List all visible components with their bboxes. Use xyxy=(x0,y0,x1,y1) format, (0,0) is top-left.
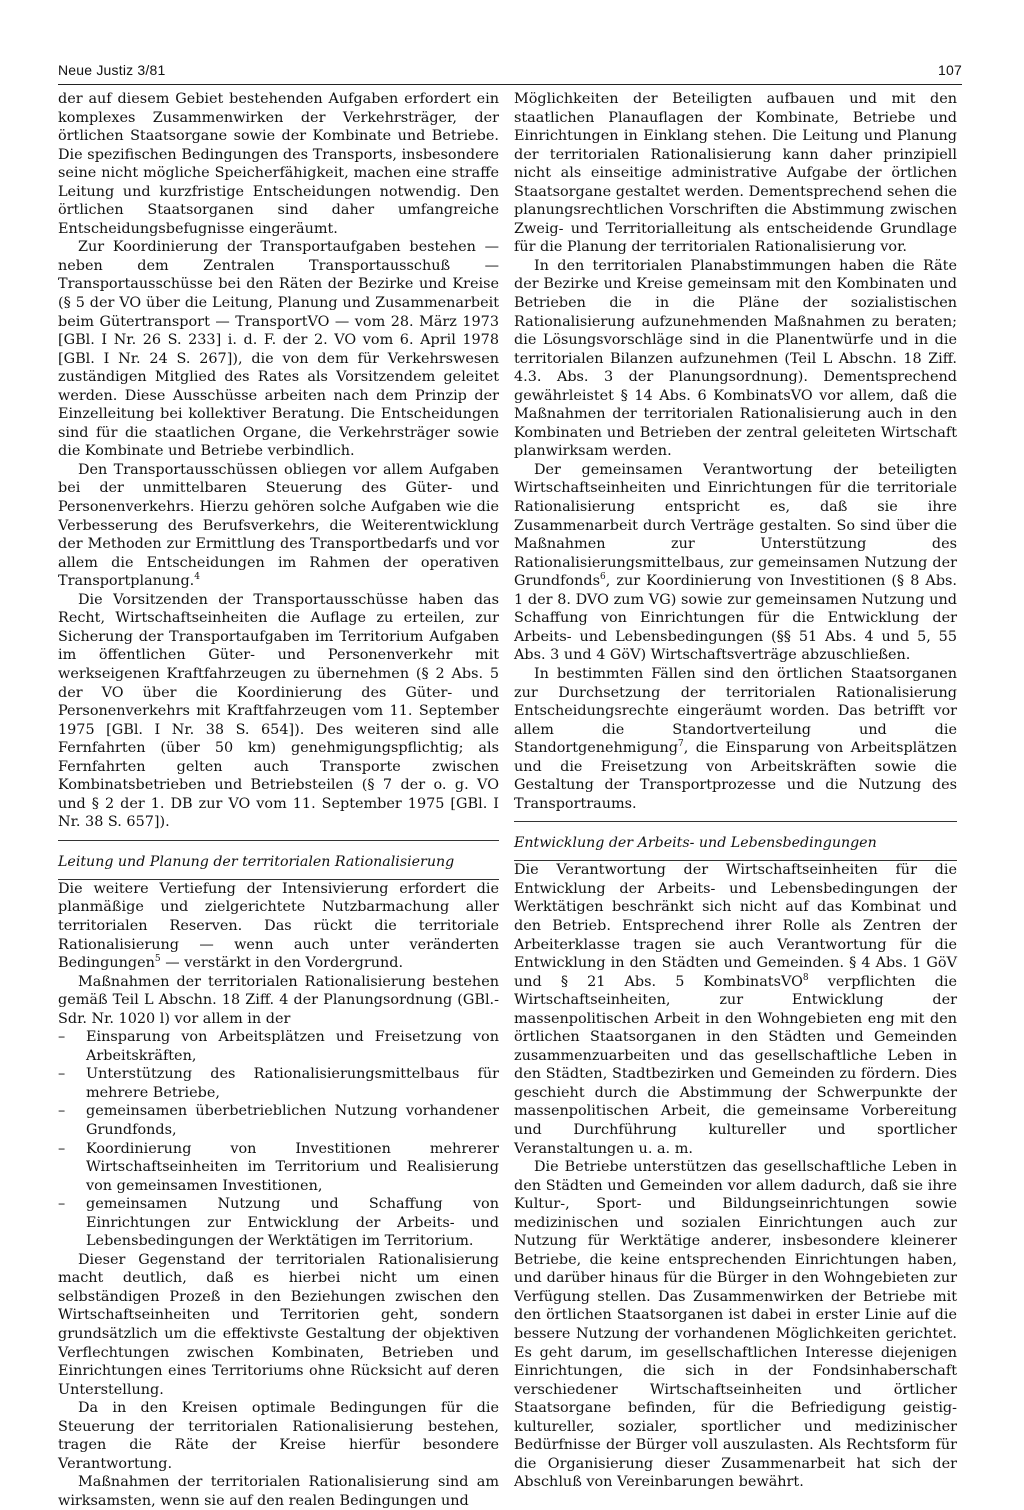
paragraph: Möglichkeiten der Beteiligten aufbauen und mit den staatlichen Planauflagen der Kombinate, Betriebe und Einrichtungen in Einklang stehen. Die Leitung und Planung der territorialen Rationalisierung kann daher prinzipiell nicht als einseitige administrative Aufgabe der örtlichen Staatsorgane gestaltet werden. Dementsprechend sehen die planungsrechtlichen Vorschriften die Abstimmung zwischen Zweig- und Territorialleitung als entscheidende Grundlage für die Planung der territorialen Rationalisierung vor. xyxy=(514,91,957,256)
paragraph-text: Die Verantwortung der Wirtschaftseinheiten für die Entwicklung der Arbeits- und Lebensbedingungen der Werktätigen beschränkt sich nicht auf das Kombinat und den Betrieb. Entsprechend ihrer Rolle als Zentren der Arbeiterklasse tragen sie auch Verantwortung für die Entwicklung in den Städten und Gemeinden. § 4 Abs. 1 GöV und § 21 Abs. 5 KombinatsVO xyxy=(514,862,957,990)
paragraph xyxy=(58,461,499,591)
list-item: – Einsparung von Arbeitsplätzen und Freisetzung von Arbeitskräften, xyxy=(58,1028,499,1065)
section-heading: Leitung und Planung der territorialen Rationalisierung xyxy=(58,840,499,880)
paragraph-text: In bestimmten Fällen sind den örtlichen Staatsorganen zur Durchsetzung der territorialen Rationalisierung Entscheidungsrechte eingeräumt worden. Das betrifft vor allem die Standortverteilung und die Standortgenehmigung xyxy=(514,665,957,757)
paragraph: Da in den Kreisen optimale Bedingungen für die Steuerung der territorialen Rationalisierung bestehen, tragen die Räte der Kreise hierfür besondere Verantwortung. xyxy=(58,1400,499,1472)
paragraph-text: Den Transportausschüssen obliegen vor allem Aufgaben bei der unmittelbaren Steuerung des Güter- und Personenverkehrs. Hierzu gehören solche Aufgaben wie die Verbesserung des Berufsverkehrs, die Weiterentwicklung der Methoden zur Ermittlung des Transportbedarfs und vor allem die Entscheidungen im Rahmen der operativen Transportplanung. xyxy=(58,461,499,590)
footnote-ref: 4 xyxy=(194,572,200,583)
paragraph-text: , zur Koordinierung von Investitionen (§ 8 Abs. 1 der 8. DVO zum VG) sowie zur gemeinsamen Nutzung und Schaffung von Einrichtungen für die Entwicklung der Arbeits- und Lebensbedingungen (§§ 51 Abs. 4 und 5, 55 Abs. 3 und 4 GöV) Wirtschaftsverträge abzuschließen. xyxy=(514,573,957,664)
paragraph: Dieser Gegenstand der territorialen Rationalisierung macht deutlich, daß es hierbei nicht um einen selbständigen Prozeß in den Beziehungen zwischen den Wirtschaftseinheiten und Territorien geht, sondern grundsätzlich um die effektivste Gestaltung der objektiven Verflechtungen zwischen Kombinaten, Betrieben und Einrichtungen eines Territoriums ohne Rücksicht auf deren Unterstellung. xyxy=(58,1251,499,1398)
footnote-ref: 5 xyxy=(154,954,161,965)
paragraph: der auf diesem Gebiet bestehenden Aufgaben erfordert ein komplexes Zusammenwirken der Verkehrsträger, der örtlichen Staatsorgane sowie der Kombinate und Betriebe. Die spezifischen Bedingungen des Transports, insbesondere seine nicht mögliche Speicherfähigkeit, machen eine straffe Leitung und kurzfristige Entscheidungen notwendig. Den örtlichen Staatsorganen sind daher umfangreiche Entscheidungsbefugnisse eingeräumt. xyxy=(58,91,499,237)
paragraph xyxy=(514,861,957,1158)
paragraph: In den territorialen Planabstimmungen haben die Räte der Bezirke und Kreise gemeinsam mit den Kombinaten und Betrieben die in die Pläne der sozialistischen Rationalisierung aufzunehmenden Maßnahmen zu beraten; die Lösungsvorschläge sind in die Planentwürfe und in die territorialen Bilanzen aufzunehmen (Teil L Abschn. 18 Ziff. 4.3. Abs. 3 der Planungsordnung). Dementsprechend gewährleistet § 14 Abs. 6 KombinatsVO vor allem, daß die Maßnahmen der territorialen Rationalisierung auch in den Kombinaten und Betrieben der zentral geleiteten Wirtschaft planwirksam werden. xyxy=(514,257,957,460)
paragraph: Die Betriebe unterstützen das gesellschaftliche Leben in den Städten und Gemeinden vor allem dadurch, daß sie ihre Kultur-, Sport- und Bildungseinrichtungen sowie medizinischen und sozialen Einrichtungen auch zur Nutzung für Werktätige anderer, insbesondere kleinerer Betriebe, die keine entsprechenden Einrichtungen haben, und darüber hinaus für die Bürger in den Wohngebieten zur Verfügung stellen. Das Zusammenwirken der Betriebe mit den örtlichen Staatsorganen ist dabei in erster Linie auf die bessere Nutzung der vorhandenen Möglichkeiten gerichtet. Es geht darum, im gesellschaftlichen Interesse diejenigen Einrichtungen, die sich in der Fondsinhaberschaft verschiedener Wirtschaftseinheiten und örtlicher Staatsorgane befinden, für die Befriedigung geistig-kultureller, sozialer, sportlicher und medizinischer Bedürfnisse der Bürger voll auszulasten. Als Rechtsform für die Organisierung dieser Zusammenarbeit hat sich der Abschluß von Vereinbarungen bewährt. xyxy=(514,1159,957,1491)
paragraph-text: — verstärkt in den Vordergrund. xyxy=(160,955,404,972)
paragraph: Maßnahmen der territorialen Rationalisierung sind am wirksamsten, wenn sie auf den realen Bedingungen und xyxy=(58,1474,499,1509)
left-column xyxy=(58,90,499,1510)
paragraph-text: Der gemeinsamen Verantwortung der beteiligten Wirtschaftseinheiten und Einrichtungen für die territoriale Rationalisierung entspricht es, daß sie ihre Zusammenarbeit durch Verträge gestalten. So sind über die Maßnahmen zur Unterstützung des Rationalisierungsmittelbaus, zur gemeinsamen Nutzung der Grundfonds xyxy=(514,461,957,590)
footnote-ref: 6 xyxy=(599,572,606,583)
footnote-ref: 7 xyxy=(678,739,684,750)
right-column xyxy=(514,90,957,1492)
footnote-ref: 8 xyxy=(802,972,809,983)
journal-title: Neue Justiz 3/81 xyxy=(58,62,166,78)
list-item: – Unterstützung des Rationalisierungsmittelbaus für mehrere Betriebe, xyxy=(58,1065,499,1102)
paragraph-text: verpflichten die Wirtschaftseinheiten, zur Entwicklung der massenpolitischen Arbeit in den Wohngebieten eng mit den örtlichen Staatsorganen in den Städten und Gemeinden zusammenzuarbeiten und das gesellschaftliche Leben in den Städten, Stadtbezirken und Gemeinden zu fördern. Dies geschieht durch die Abstimmung der Schwerpunkte der massenpolitischen Arbeit, die gemeinsame Vorbereitung und Durchführung kultureller und sportlicher Veranstaltungen u. a. m. xyxy=(514,973,957,1157)
section-heading: Entwicklung der Arbeits- und Lebensbedingungen xyxy=(514,821,957,861)
paragraph: Maßnahmen der territorialen Rationalisierung bestehen gemäß Teil L Abschn. 18 Ziff. 4 der Planungsordnung (GBl.-Sdr. Nr. 1020 l) vor allem in der xyxy=(58,973,499,1027)
paragraph xyxy=(58,880,499,973)
header-rule xyxy=(58,84,962,85)
list-item: – Koordinierung von Investitionen mehrerer Wirtschaftseinheiten im Territorium und Realisierung von gemeinsamen Investitionen, xyxy=(58,1140,499,1196)
list-item: – gemeinsamen Nutzung und Schaffung von Einrichtungen zur Entwicklung der Arbeits- und Lebensbedingungen der Werktätigen im Territorium. xyxy=(58,1195,499,1251)
running-head xyxy=(58,62,962,86)
paragraph xyxy=(514,461,957,665)
paragraph: Zur Koordinierung der Transportaufgaben bestehen — neben dem Zentralen Transportausschuß — Transportausschüsse bei den Räten der Bezirke und Kreise (§ 5 der VO über die Leitung, Planung und Zusammenarbeit beim Gütertransport — TransportVO — vom 28. März 1973 [GBl. I Nr. 26 S. 233] i. d. F. der 2. VO vom 6. April 1978 [GBl. I Nr. 24 S. 267]), die von dem für Verkehrswesen zuständigen Mitglied des Rates als Vorsitzendem geleitet werden. Diese Ausschüsse arbeiten nach dem Prinzip der Einzelleitung bei kollektiver Beratung. Die Entscheidungen sind für die staatlichen Organe, die Verkehrsträger sowie die Kombinate und Betriebe verbindlich. xyxy=(58,239,499,460)
page-number: 107 xyxy=(938,62,962,78)
measures-list xyxy=(58,1028,499,1251)
paragraph xyxy=(514,665,957,813)
paragraph: Die Vorsitzenden der Transportausschüsse haben das Recht, Wirtschaftseinheiten die Auflage zu erteilen, zur Sicherung der Transportaufgaben im Territorium Aufgaben im öffentlichen Güter- und Personenverkehr mit werkseigenen Kraftfahrzeugen zu übernehmen (§ 2 Abs. 5 der VO über die Koordinierung des Güter- und Personenverkehrs mit Kraftfahrzeugen vom 11. September 1975 [GBl. I Nr. 38 S. 654]). Des weiteren sind alle Fernfahrten (über 50 km) genehmigungspflichtig; als Fernfahrten gelten auch Transporte zwischen Kombinatsbetrieben und Betriebsteilen (§ 7 der o. g. VO und § 2 der 1. DB zur VO vom 11. September 1975 [GBl. I Nr. 38 S. 657]). xyxy=(58,591,499,831)
paragraph-text: , die Einsparung von Arbeitsplätzen und die Freisetzung von Arbeitskräften sowie die Gestaltung der Transportprozesse und die Nutzung des Transportraums. xyxy=(514,740,957,812)
paragraph-text: Die weitere Vertiefung der Intensivierung erfordert die planmäßige und zielgerichtete Nutzbarmachung aller territorialen Reserven. Das rückt die territoriale Rationalisierung — wenn auch unter veränderten Bedingungen xyxy=(58,880,499,972)
list-item: – gemeinsamen überbetrieblichen Nutzung vorhandener Grundfonds, xyxy=(58,1102,499,1139)
